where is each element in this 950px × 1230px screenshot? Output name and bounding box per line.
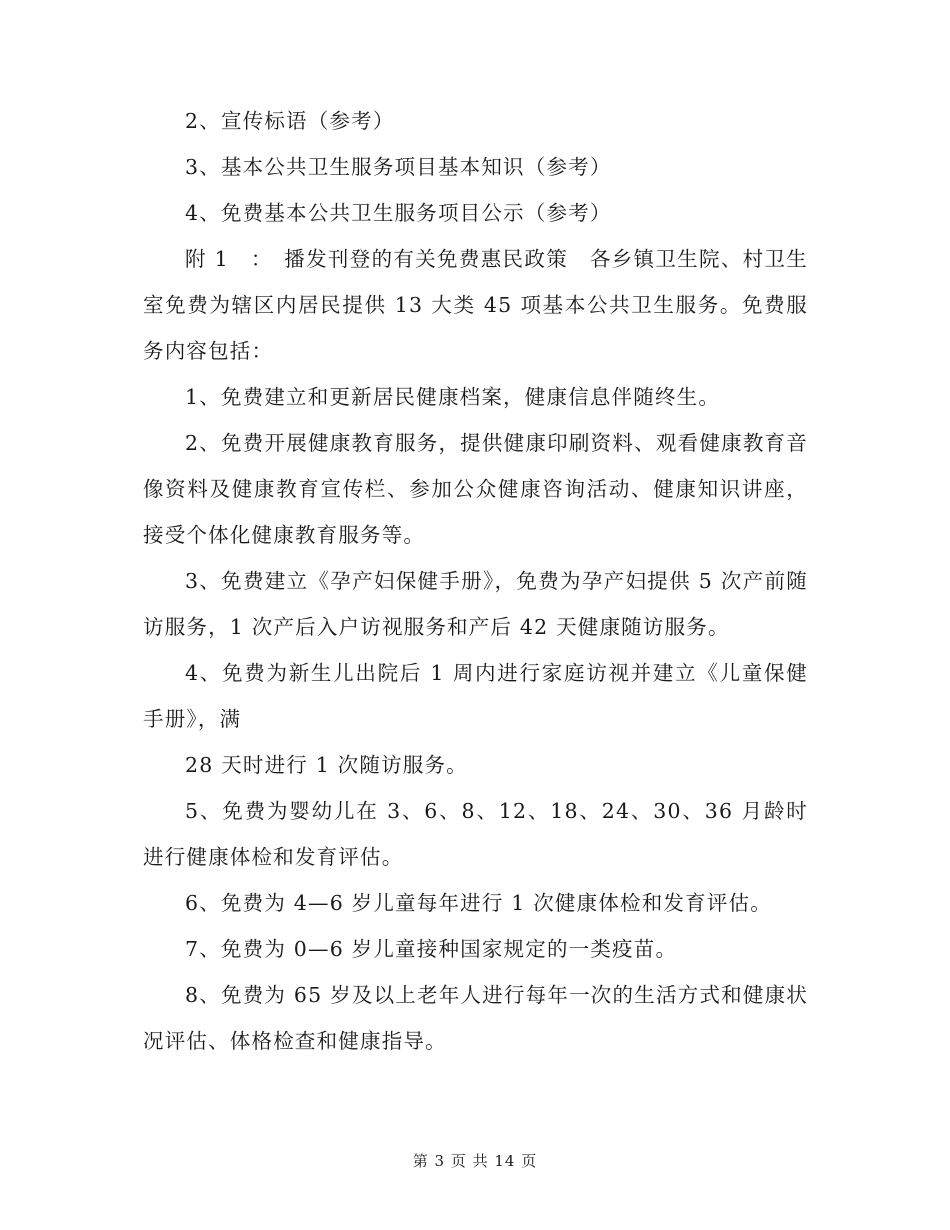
list-item-basic-knowledge: 3、基本公共卫生服务项目基本知识（参考） [185,155,612,179]
service-item-newborn-visit-continued: 28 天时进行 1 次随访服务。 [185,753,468,777]
document-body [143,98,808,1064]
service-item-child-checkup: 6、免费为 4—6 岁儿童每年进行 1 次健康体检和发育评估。 [185,891,772,915]
service-item-infant-checkup: 5、免费为婴幼儿在 3、6、8、12、18、24、30、36 月龄时进行健康体检和发育评估。 [143,799,808,869]
list-item-public-notice: 4、免费基本公共卫生服务项目公示（参考） [185,201,612,225]
appendix-1-intro: 附 1 ： 播发刊登的有关免费惠民政策 各乡镇卫生院、村卫生室免费为辖区内居民提供 13 大类 45 项基本公共卫生服务。免费服务内容包括： [143,247,808,363]
service-item-vaccination: 7、免费为 0—6 岁儿童接种国家规定的一类疫苗。 [185,937,678,961]
list-item-propaganda-slogans: 2、宣传标语（参考） [185,109,395,133]
page-number-footer: 第 3 页 共 14 页 [412,1152,538,1170]
service-item-health-records: 1、免费建立和更新居民健康档案，健康信息伴随终生。 [185,385,721,409]
service-item-maternal-care: 3、免费建立《孕产妇保健手册》，免费为孕产妇提供 5 次产前随访服务，1 次产后入户访视服务和产后 42 天健康随访服务。 [143,569,808,639]
service-item-newborn-visit: 4、免费为新生儿出院后 1 周内进行家庭访视并建立《儿童保健手册》，满 [143,661,808,731]
service-item-elderly-care: 8、免费为 65 岁及以上老年人进行每年一次的生活方式和健康状况评估、体格检查和健康指导。 [143,983,808,1053]
service-item-health-education: 2、免费开展健康教育服务，提供健康印刷资料、观看健康教育音像资料及健康教育宣传栏、参加公众健康咨询活动、健康知识讲座，接受个体化健康教育服务等。 [143,431,808,547]
